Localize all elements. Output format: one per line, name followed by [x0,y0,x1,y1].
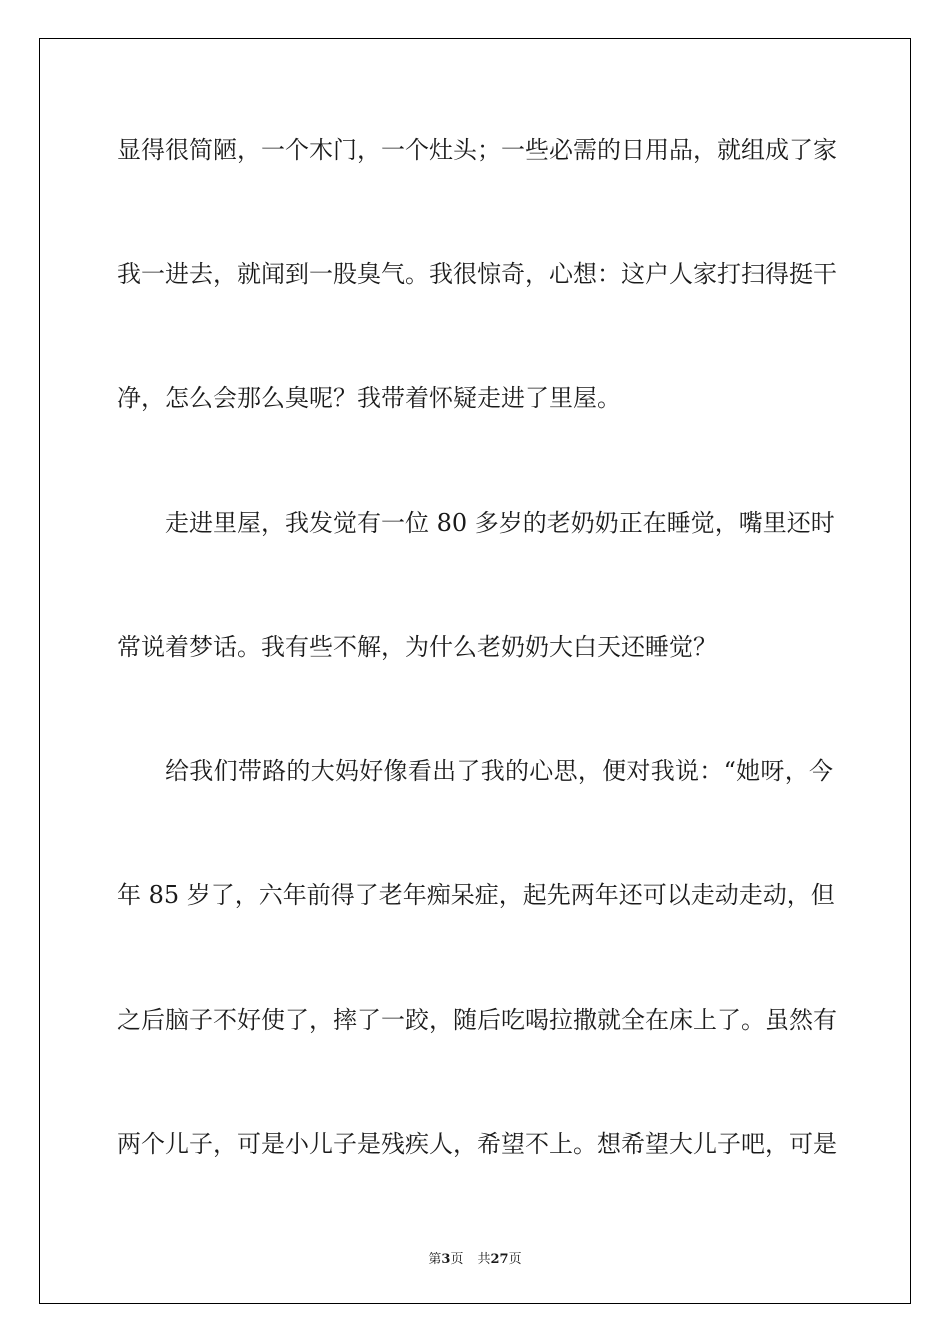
text-line: 两个儿子，可是小儿子是残疾人，希望不上。想希望大儿子吧，可是 [117,1130,837,1158]
page-border [39,38,911,1304]
page-prefix: 第 [428,1252,442,1267]
page-number: 3 [441,1252,451,1267]
total-pages: 27 [490,1252,509,1267]
page-suffix: 页 [450,1252,464,1267]
text-line: 常说着梦话。我有些不解，为什么老奶奶大白天还睡觉？ [117,633,717,661]
text-line: 显得很简陋，一个木门，一个灶头；一些必需的日用品，就组成了家 [117,136,837,164]
text-line: 净，怎么会那么臭呢？我带着怀疑走进了里屋。 [117,384,621,412]
total-prefix: 共 [477,1252,491,1267]
text-line: 走进里屋，我发觉有一位 80 多岁的老奶奶正在睡觉，嘴里还时 [165,509,835,537]
text-line: 我一进去，就闻到一股臭气。我很惊奇，心想：这户人家打扫得挺干 [117,260,837,288]
total-suffix: 页 [508,1252,522,1267]
text-line: 之后脑子不好使了，摔了一跤，随后吃喝拉撒就全在床上了。虽然有 [117,1006,837,1034]
text-line: 年 85 岁了，六年前得了老年痴呆症，起先两年还可以走动走动，但 [117,881,835,909]
page-footer [0,1248,950,1267]
text-line: 给我们带路的大妈好像看出了我的心思，便对我说：“她呀，今 [165,757,833,785]
